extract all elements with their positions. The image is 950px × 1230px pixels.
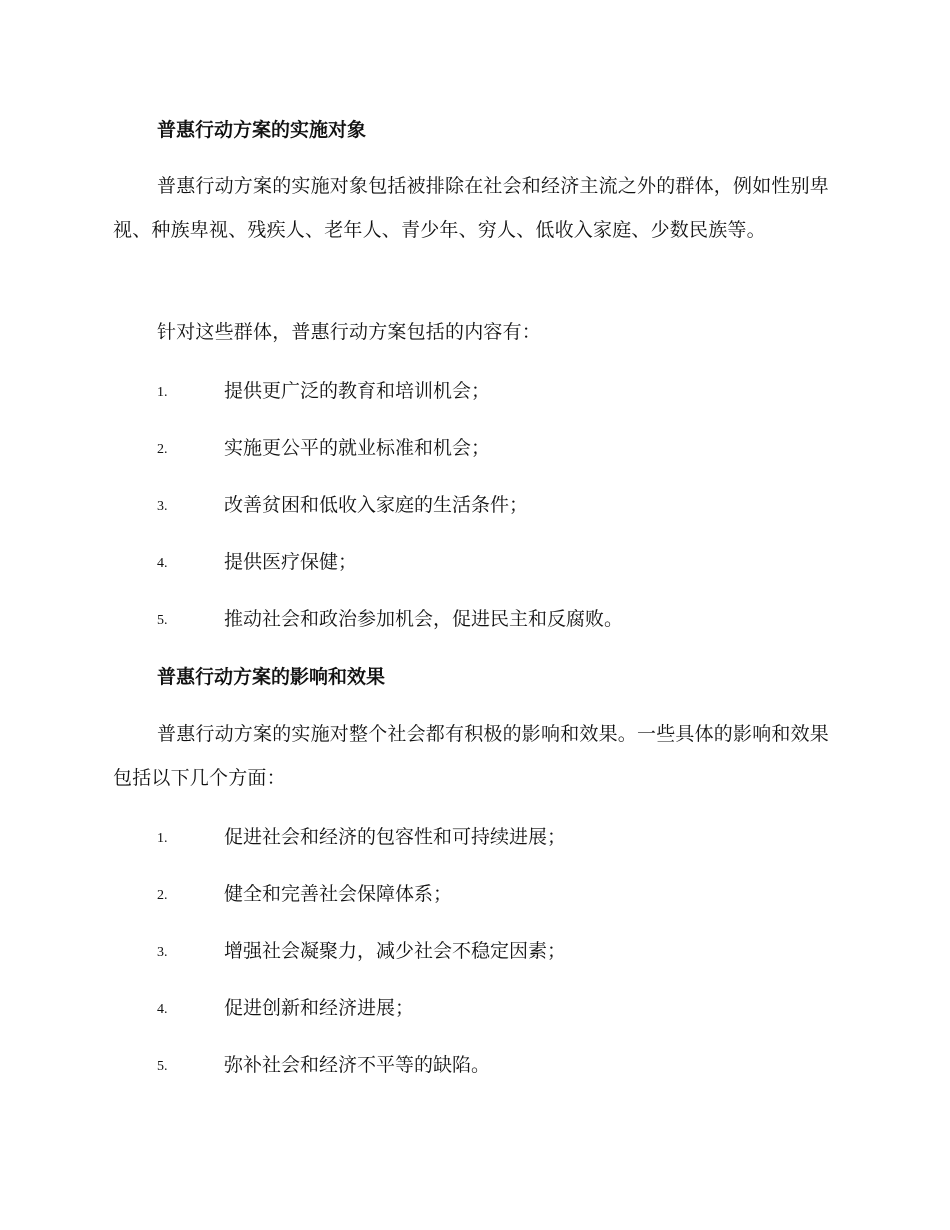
list-item-number: 3.: [157, 945, 168, 960]
list-item-text: 推动社会和政治参加机会，促进民主和反腐败。: [224, 608, 624, 630]
list-item-text: 改善贫困和低收入家庭的生活条件；: [224, 494, 529, 516]
section-heading-impact: 普惠行动方案的影响和效果: [157, 666, 386, 688]
section-paragraph-targets: 普惠行动方案的实施对象包括被排除在社会和经济主流之外的群体，例如性别卑视、种族卑视、残疾人、老年人、青少年、穷人、低收入家庭、少数民族等。: [113, 175, 830, 241]
list-item-text: 提供医疗保健；: [224, 551, 358, 573]
list-item-text: 提供更广泛的教育和培训机会；: [224, 380, 491, 402]
list-item-number: 3.: [157, 499, 168, 514]
list-item-text: 实施更公平的就业标准和机会；: [224, 437, 491, 459]
list-item-number: 5.: [157, 613, 168, 628]
list-item-text: 促进社会和经济的包容性和可持续进展；: [224, 826, 567, 848]
list-item-number: 4.: [157, 556, 168, 571]
list-item-text: 弥补社会和经济不平等的缺陷。: [224, 1054, 491, 1076]
list-item-number: 5.: [157, 1059, 168, 1074]
list-item-text: 增强社会凝聚力，减少社会不稳定因素；: [224, 940, 567, 962]
section-paragraph-impact: 普惠行动方案的实施对整个社会都有积极的影响和效果。一些具体的影响和效果包括以下几个方面：: [113, 723, 830, 789]
list-item-number: 2.: [157, 888, 168, 903]
list-item-text: 促进创新和经济进展；: [224, 997, 415, 1019]
list-item-number: 2.: [157, 442, 168, 457]
list-item-number: 1.: [157, 385, 168, 400]
section-heading-targets: 普惠行动方案的实施对象: [157, 119, 367, 141]
list-intro: 针对这些群体，普惠行动方案包括的内容有：: [157, 321, 542, 343]
list-item-text: 健全和完善社会保障体系；: [224, 883, 453, 905]
list-item-number: 4.: [157, 1002, 168, 1017]
list-item-number: 1.: [157, 831, 168, 846]
